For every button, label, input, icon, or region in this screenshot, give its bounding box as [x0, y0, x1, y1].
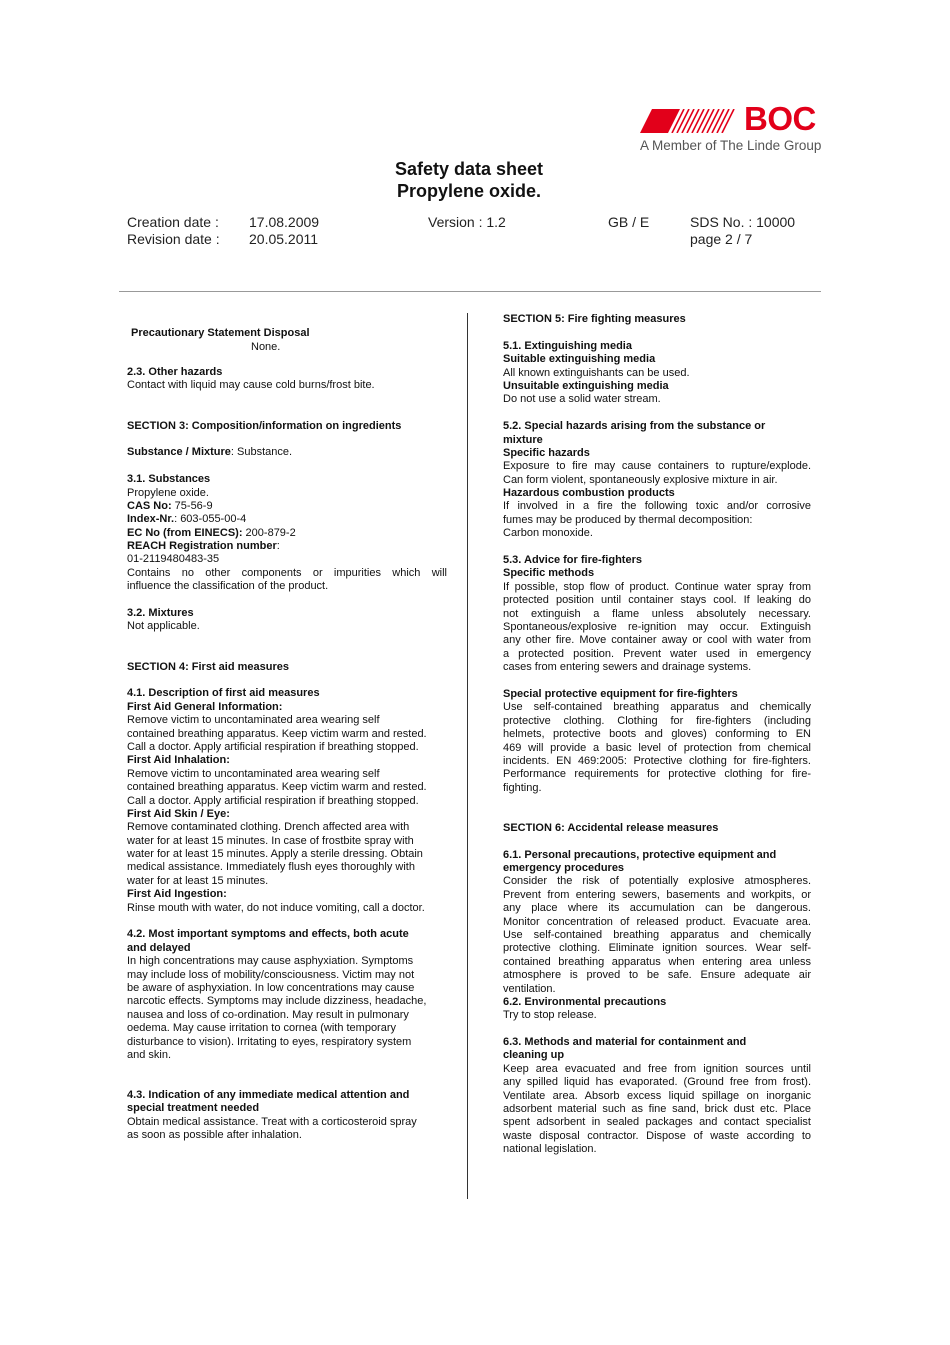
heading-line — [127, 1089, 447, 1102]
blank-line — [127, 1062, 447, 1075]
bold-label: 3.1. Substances — [127, 473, 211, 486]
text-line — [127, 795, 447, 808]
text-line — [503, 701, 811, 714]
line-text: Carbon monoxide. — [503, 527, 593, 540]
bold-label: Suitable extinguishing media — [503, 353, 656, 366]
text-line — [127, 714, 447, 727]
page-number: page 2 / 7 — [690, 231, 753, 247]
line-text: : Substance. — [230, 446, 293, 459]
revision-date-value: 20.05.2011 — [249, 231, 319, 247]
text-line — [503, 755, 811, 768]
column-divider — [467, 313, 468, 1199]
text-line — [503, 367, 811, 380]
blank-line — [127, 647, 447, 660]
bold-label: Special protective equipment for fire-fighters — [503, 687, 738, 700]
bold-label: 5.2. Special hazards arising from the substance or — [503, 420, 766, 433]
line-text: contained breathing apparatus when entering area unless — [503, 955, 811, 968]
bold-label: 4.2. Most important symptoms and effects, both acute — [127, 928, 409, 941]
heading-line — [127, 754, 447, 767]
line-text: Call a doctor. Apply artificial respiration if breathing stopped. — [127, 794, 419, 807]
line-text: : 603-055-00-4 — [174, 513, 247, 526]
heading-line — [127, 1102, 447, 1115]
text-line — [503, 474, 811, 487]
text-line — [503, 581, 811, 594]
heading-line — [503, 688, 811, 701]
bold-label: SECTION 4: First aid measures — [127, 660, 289, 673]
header-divider — [119, 291, 821, 292]
bold-label: 2.3. Other hazards — [127, 366, 223, 378]
boc-logo-stripes-icon — [640, 109, 740, 133]
text-line — [127, 580, 447, 593]
line-text: Remove contaminated clothing. Drench affected area with — [127, 821, 410, 834]
text-line — [503, 1116, 811, 1129]
text-line — [127, 848, 447, 861]
text-line — [127, 379, 447, 392]
line-text: Ventilate area. Absorb excess liquid spillage on inorganic — [503, 1089, 811, 1102]
heading-line — [127, 942, 447, 955]
bold-label: First Aid Ingestion: — [127, 888, 227, 901]
heading-line — [503, 380, 811, 393]
line-text: any other fire. Move container away or cool with water from — [503, 634, 811, 647]
line-text: spent adsorbent in sealed packages and contact specialist — [503, 1116, 811, 1129]
text-line — [503, 916, 811, 929]
heading-line — [503, 554, 811, 567]
line-text: If possible, stop flow of product. Continue water spray from — [503, 580, 811, 593]
text-line — [503, 728, 811, 741]
line-text: waste disposal contractor. Dispose of waste according to — [503, 1129, 811, 1142]
line-text: Obtain medical assistance. Treat with a corticosteroid spray — [127, 1115, 417, 1128]
blank-line — [127, 433, 447, 446]
line-text: protective clothing. Eliminate ignition sources. Wear self- — [503, 942, 811, 955]
heading-line — [127, 888, 447, 901]
line-text: cases from entering sewers and drainage systems. — [503, 661, 752, 674]
line-text: protected position until container stays cool. If leaking do — [503, 594, 811, 607]
line-text: any spilled liquid has evaporated. (Ground free from frost). — [503, 1076, 811, 1089]
text-line — [127, 781, 447, 794]
line-text: disturbance to vision). Irritating to eyes, respiratory system — [127, 1035, 412, 1048]
bold-label: emergency procedures — [503, 862, 625, 875]
bold-label: Hazardous combustion products — [503, 487, 675, 500]
line-text: Remove victim to uncontaminated area wearing self — [127, 767, 380, 780]
heading-line — [503, 849, 811, 862]
heading-line — [127, 420, 447, 433]
heading-line — [127, 607, 447, 620]
text-line — [127, 1116, 447, 1129]
text-line — [127, 540, 447, 553]
boc-logo-text: BOC — [744, 100, 816, 137]
text-line — [503, 1143, 811, 1156]
heading-line — [127, 366, 447, 379]
line-text: In high concentrations may cause asphyxiation. Symptoms — [127, 955, 414, 968]
text-line — [503, 956, 811, 969]
bold-label: 3.2. Mixtures — [127, 607, 194, 620]
blank-line — [127, 460, 447, 473]
line-text: Do not use a solid water stream. — [503, 393, 661, 406]
text-line — [503, 929, 811, 942]
blank-line — [503, 835, 811, 848]
right-column — [503, 313, 811, 1157]
line-text: Contact with liquid may cause cold burns/frost bite. — [127, 379, 375, 392]
text-line — [127, 835, 447, 848]
blank-line — [503, 795, 811, 808]
heading-line — [127, 687, 447, 700]
text-line — [127, 1022, 447, 1035]
text-line — [503, 782, 811, 795]
line-text: Monitor concentration of released product. Evacuate area. — [503, 915, 811, 928]
version: Version : 1.2 — [428, 214, 506, 230]
line-text: protective clothing. Clothing for fire-fighters (including — [503, 714, 811, 727]
text-line — [127, 487, 447, 500]
line-text: Not applicable. — [127, 620, 200, 633]
bold-label: 6.2. Environmental precautions — [503, 995, 667, 1008]
text-line — [503, 1009, 811, 1022]
blank-line — [503, 1023, 811, 1036]
text-line — [127, 861, 447, 874]
text-line — [127, 768, 447, 781]
blank-line — [127, 915, 447, 928]
text-line — [503, 889, 811, 902]
bold-label: special treatment needed — [127, 1102, 260, 1115]
logo-tagline: A Member of The Linde Group — [640, 138, 822, 153]
blank-line — [127, 674, 447, 687]
heading-line — [503, 313, 811, 326]
line-text: narcotic effects. Symptoms may include dizziness, headache, — [127, 995, 427, 1008]
text-line — [127, 728, 447, 741]
line-text: oedema. May cause irritation to cornea (with temporary — [127, 1022, 397, 1035]
text-line — [127, 955, 447, 968]
line-text: Remove victim to uncontaminated area wearing self — [127, 714, 380, 727]
text-line — [503, 768, 811, 781]
line-text: Use self-contained breathing apparatus and chemically — [503, 701, 811, 714]
region: GB / E — [608, 214, 650, 230]
line-text: national legislation. — [503, 1143, 597, 1156]
bold-label: First Aid General Information: — [127, 700, 283, 713]
text-line — [503, 983, 811, 996]
bold-label: 5.3. Advice for fire-fighters — [503, 554, 642, 567]
heading-line — [127, 928, 447, 941]
blank-line — [127, 406, 447, 419]
line-text: contained breathing apparatus. Keep victim warm and rested. — [127, 781, 427, 794]
text-line — [127, 1049, 447, 1062]
line-text: fumes may be produced by thermal decomposition: — [503, 513, 753, 526]
text-line — [127, 513, 447, 526]
text-line — [127, 500, 447, 513]
blank-line — [503, 326, 811, 339]
text-line — [503, 594, 811, 607]
bold-label: EC No (from EINECS): — [127, 526, 243, 539]
line-text: Try to stop release. — [503, 1009, 597, 1022]
revision-date-label: Revision date : — [127, 231, 220, 247]
text-line — [503, 742, 811, 755]
bold-label: Specific methods — [503, 567, 595, 580]
line-text: as soon as possible after inhalation. — [127, 1129, 302, 1142]
line-text: and skin. — [127, 1048, 172, 1061]
bold-label: First Aid Inhalation: — [127, 754, 230, 767]
product-name: Propylene oxide. — [396, 181, 542, 201]
text-line — [127, 875, 447, 888]
heading-line — [503, 567, 811, 580]
text-line — [503, 1063, 811, 1076]
bold-label: SECTION 3: Composition/information on ingredients — [127, 419, 402, 432]
text-line — [127, 902, 447, 915]
text-line — [503, 875, 811, 888]
heading-line — [503, 1049, 811, 1062]
text-line — [503, 942, 811, 955]
blank-line — [127, 634, 447, 647]
line-text: influence the classification of the product. — [127, 580, 329, 593]
heading-line — [503, 1036, 811, 1049]
text-line — [127, 741, 447, 754]
text-line — [503, 648, 811, 661]
line-text: All known extinguishants can be used. — [503, 366, 690, 379]
bold-label: Unsuitable extinguishing media — [503, 379, 669, 392]
line-text: 200-879-2 — [242, 526, 296, 539]
text-line — [503, 1076, 811, 1089]
bold-label: and delayed — [127, 941, 191, 954]
blank-line — [503, 407, 811, 420]
line-text: 469 will provide a basic level of protection from chemical — [503, 741, 811, 754]
text-line — [503, 902, 811, 915]
heading-line — [503, 447, 811, 460]
heading-line — [503, 996, 811, 1009]
line-text: Call a doctor. Apply artificial respiration if breathing stopped. — [127, 740, 419, 753]
line-text: Keep area evacuated and free from ignition sources until — [503, 1062, 811, 1075]
line-text: 01-2119480483-35 — [127, 553, 220, 566]
heading-line — [127, 661, 447, 674]
bold-label: SECTION 6: Accidental release measures — [503, 821, 719, 834]
line-text: not extinguish a flame unless absolutely necessary. — [503, 607, 811, 620]
line-text: ventilation. — [503, 982, 556, 995]
line-text: Contains no other components or impurities which will — [127, 566, 447, 579]
text-line — [503, 1103, 811, 1116]
blank-line — [127, 594, 447, 607]
text-line — [127, 821, 447, 834]
heading-line — [127, 701, 447, 714]
heading-line — [503, 434, 811, 447]
text-line — [503, 969, 811, 982]
bold-label: 6.3. Methods and material for containment and — [503, 1036, 747, 1049]
text-line — [127, 969, 447, 982]
text-line — [127, 1036, 447, 1049]
text-line — [503, 514, 811, 527]
text-line — [503, 1090, 811, 1103]
line-text: Exposure to fire may cause containers to rupture/explode. — [503, 460, 811, 473]
bold-label: 4.1. Description of first aid measures — [127, 687, 320, 700]
line-text: any place where its accumulation can be dangerous. — [503, 902, 811, 915]
bold-label: cleaning up — [503, 1049, 565, 1062]
blank-line — [127, 1076, 447, 1089]
text-line — [127, 995, 447, 1008]
text-line — [127, 620, 447, 633]
text-line — [127, 527, 447, 540]
line-text: fighting. — [503, 781, 542, 794]
line-text: may include loss of mobility/consciousness. Victim may not — [127, 968, 415, 981]
text-line — [127, 567, 447, 580]
line-text: helmets, protective boots and gloves) conforming to EN — [503, 728, 811, 741]
heading-line — [127, 473, 447, 486]
line-text: Can form violent, spontaneously explosive mixture in air. — [503, 473, 778, 486]
text-line — [503, 621, 811, 634]
heading-line — [503, 822, 811, 835]
line-text: Consider the risk of potentially explosive atmospheres. — [503, 875, 811, 888]
line-text: water for at least 15 minutes. In case of frostbite spray with — [127, 834, 414, 847]
line-text: Propylene oxide. — [127, 486, 209, 499]
blank-line — [503, 808, 811, 821]
line-text: be aware of asphyxiation. In low concentrations may cause — [127, 981, 415, 994]
document-title: Safety data sheet — [394, 159, 544, 179]
text-line — [127, 446, 447, 459]
creation-date-label: Creation date : — [127, 214, 219, 230]
line-text: water for at least 15 minutes. Apply a sterile dressing. Obtain — [127, 848, 423, 861]
creation-date-value: 17.08.2009 — [249, 214, 320, 230]
sds-number: SDS No. : 10000 — [690, 214, 796, 230]
bold-label: mixture — [503, 433, 543, 446]
bold-label: SECTION 5: Fire fighting measures — [503, 313, 686, 325]
blank-line — [503, 541, 811, 554]
bold-label: 4.3. Indication of any immediate medical attention and — [127, 1089, 410, 1102]
bold-label: REACH Registration number — [127, 540, 277, 553]
line-text: Prevent from entering sewers, basements and workpits, or — [503, 888, 811, 901]
line-text: Performance requirements for protective clothing for fire- — [503, 768, 811, 781]
line-text: adsorbent material such as fine sand, brick dust etc. Place — [503, 1103, 811, 1116]
line-text: Spontaneous/explosive re-ignition may occur. Extinguish — [503, 620, 811, 633]
line-text: water for at least 15 minutes. — [127, 874, 269, 887]
line-text: contained breathing apparatus. Keep victim warm and rested. — [127, 727, 427, 740]
heading-line — [503, 862, 811, 875]
bold-label: 6.1. Personal precautions, protective equipment and — [503, 848, 777, 861]
heading-line — [127, 808, 447, 821]
line-text: atmosphere is proved to be safe. Ensure adequate air — [503, 969, 811, 982]
bold-label: First Aid Skin / Eye: — [127, 807, 230, 820]
text-line — [127, 982, 447, 995]
heading-line — [503, 487, 811, 500]
text-line — [127, 1129, 447, 1142]
line-text: 75-56-9 — [171, 499, 213, 512]
line-text: medical assistance. Immediately flush eyes thoroughly with — [127, 861, 415, 874]
heading-line — [503, 420, 811, 433]
text-line — [127, 1009, 447, 1022]
text-line — [503, 460, 811, 473]
line-text: a protected position. Prevent water used in emergency — [503, 647, 811, 660]
line-text: : — [276, 540, 280, 553]
text-line — [503, 661, 811, 674]
line-text: incidents. EN 469:2005: Protective clothing for fire-fighters. — [503, 754, 811, 767]
bold-label: 5.1. Extinguishing media — [503, 339, 632, 352]
blank-line — [127, 393, 447, 406]
heading-line — [503, 353, 811, 366]
blank-line — [503, 675, 811, 688]
text-line — [503, 393, 811, 406]
text-line — [503, 1130, 811, 1143]
text-line — [503, 634, 811, 647]
bold-label: Index-Nr. — [127, 513, 175, 526]
line-text: nausea and loss of co-ordination. May result in pulmonary — [127, 1008, 409, 1021]
bold-label: CAS No: — [127, 499, 172, 512]
precautionary-disposal-value: None. — [251, 341, 281, 353]
text-line — [503, 500, 811, 513]
text-line — [503, 527, 811, 540]
precautionary-disposal-title: Precautionary Statement Disposal — [131, 327, 310, 339]
text-line — [127, 553, 447, 566]
line-text: Use self-contained breathing apparatus and chemically — [503, 928, 811, 941]
bold-label: Specific hazards — [503, 446, 590, 459]
text-line — [503, 715, 811, 728]
line-text: Rinse mouth with water, do not induce vomiting, call a doctor. — [127, 901, 425, 914]
heading-line — [503, 340, 811, 353]
bold-label: Substance / Mixture — [127, 446, 231, 459]
text-line — [503, 608, 811, 621]
left-column — [127, 366, 447, 1143]
line-text: If involved in a fire the following toxic and/or corrosive — [503, 500, 811, 513]
